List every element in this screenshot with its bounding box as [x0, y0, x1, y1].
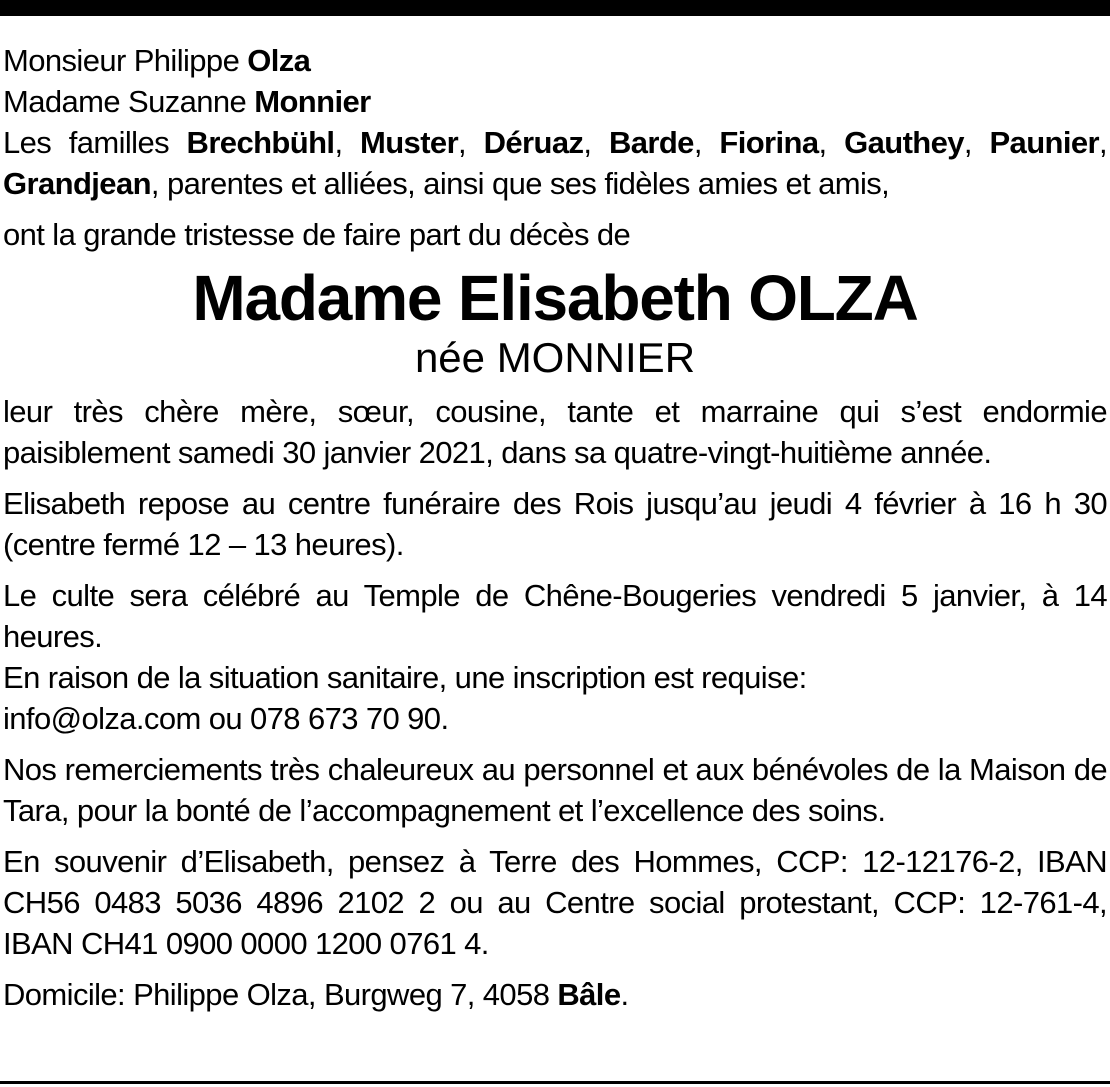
birth-name: née MONNIER	[414, 334, 696, 381]
repose-paragraph: Elisabeth repose au centre funéraire des Rois jusqu’au jeudi 4 février à 16 h 30 (centre fermé 12 – 13 heures).	[3, 486, 1107, 562]
family-name-monnier: Monnier	[254, 84, 371, 119]
thanks-paragraph: Nos remerciements très chaleureux au personnel et aux bénévoles de la Maison de Tara, pour la bonté de l’accompagnement et l’excellence des soins.	[3, 752, 1107, 828]
family-line-2: Madame Suzanne Monnier	[3, 84, 371, 119]
family-line-1: Monsieur Philippe Olza	[3, 43, 311, 78]
ceremony-paragraph: Le culte sera célébré au Temple de Chêne-Bougeries vendredi 5 janvier, à 14 heures.	[3, 578, 1107, 654]
registration-paragraph: En raison de la situation sanitaire, une inscription est requise:	[3, 660, 807, 695]
donation-paragraph: En souvenir d’Elisabeth, pensez à Terre des Hommes, CCP: 12-12176-2, IBAN CH56 0483 5036 4896 2102 2 ou au Centre social protestant, CCP: 12-761-4, IBAN CH41 0900 0000 1200 0761 4.	[3, 844, 1107, 961]
announcement-text: ont la grande tristesse de faire part du décès de	[3, 217, 631, 252]
contact-line: info@olza.com ou 078 673 70 90.	[3, 701, 449, 736]
domicile-line: Domicile: Philippe Olza, Burgweg 7, 4058 Bâle.	[3, 977, 629, 1012]
family-name-olza: Olza	[247, 43, 311, 78]
obituary-notice	[3, 40, 1107, 1015]
deceased-name: Madame Elisabeth OLZA	[192, 262, 918, 334]
domicile-city: Bâle	[557, 977, 621, 1012]
families-list: Les familles Brechbühl, Muster, Déruaz, Barde, Fiorina, Gauthey, Paunier, Grandjean, parentes et alliées, ainsi que ses fidèles amies et amis,	[3, 125, 1108, 201]
bottom-rule	[0, 1081, 1110, 1084]
top-rule	[0, 0, 1110, 16]
description-paragraph: leur très chère mère, sœur, cousine, tante et marraine qui s’est endormie paisiblement samedi 30 janvier 2021, dans sa quatre-vingt-huitième année.	[3, 394, 1107, 470]
